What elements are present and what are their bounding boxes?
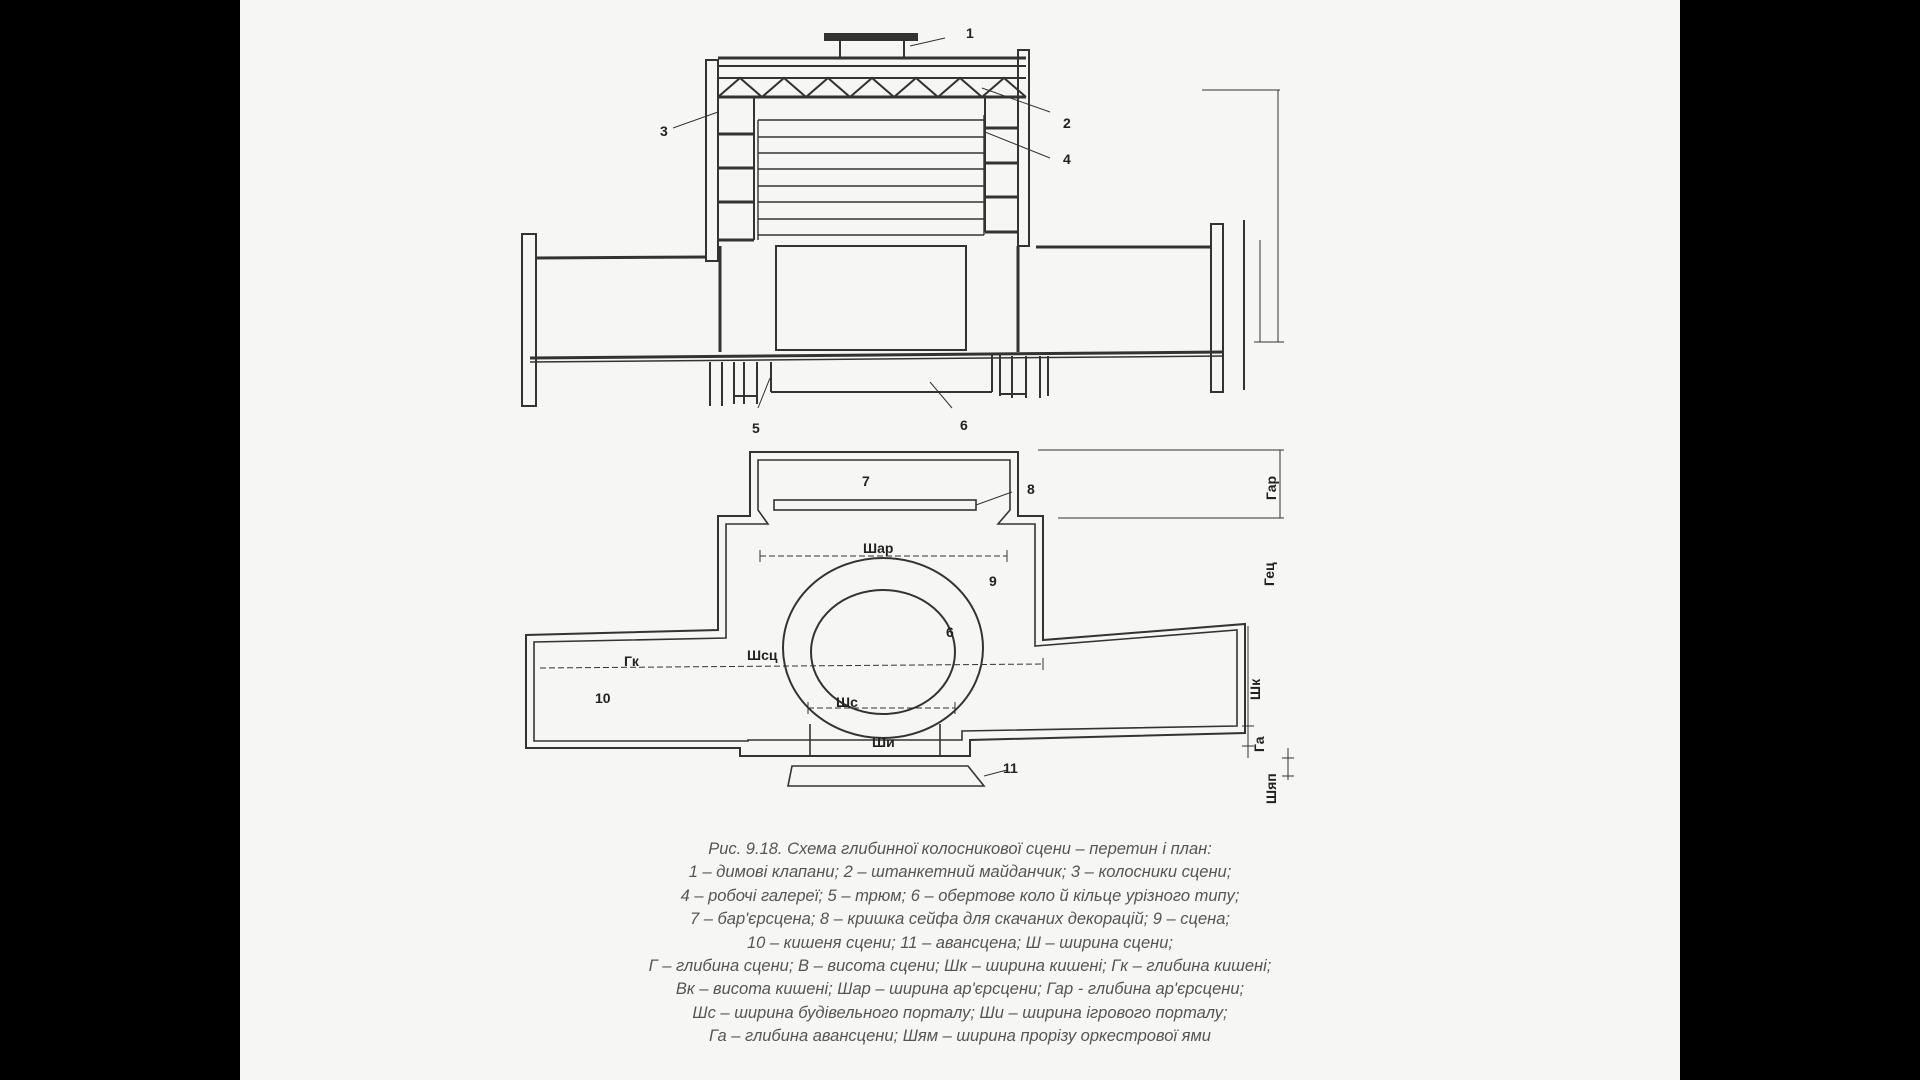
label-11: 11 — [1003, 760, 1018, 776]
label-shyap: Шяп — [1263, 773, 1279, 804]
label-2: 2 — [1063, 115, 1071, 131]
label-10: 10 — [595, 690, 611, 706]
trap-room — [710, 354, 1048, 406]
label-4: 4 — [1063, 151, 1071, 167]
smoke-valve-shape — [825, 34, 917, 40]
label-gk: Гк — [624, 653, 639, 669]
forestage-shape — [788, 766, 984, 786]
label-shs: Шс — [836, 694, 858, 710]
label-ga: Га — [1251, 736, 1267, 752]
revolving-ring-outer — [783, 558, 983, 738]
label-6: 6 — [960, 417, 968, 433]
caption-line-5: 10 – кишеня сцени; 11 – авансцена; Ш – ширина сцени; — [746, 933, 1174, 952]
label-shy: Ши — [872, 734, 895, 750]
section-view — [522, 34, 1284, 408]
figure-caption — [240, 838, 1680, 1049]
label-shar: Шар — [863, 540, 894, 556]
grid-lines — [758, 115, 984, 240]
label-6-plan: 6 — [946, 624, 954, 640]
caption-line-4: 7 – бар'єрсцена; 8 – кришка сейфа для скачаних декорацій; 9 – сцена; — [689, 910, 1231, 929]
label-gar: Гар — [1263, 475, 1279, 500]
label-9: 9 — [989, 573, 997, 589]
stage-pockets-section — [522, 220, 1244, 406]
plan-outline-outer — [526, 452, 1245, 756]
caption-line-7: Вк – висота кишені; Шар – ширина ар'єрсцени; Гар - глибина ар'єрсцени; — [675, 980, 1245, 999]
caption-line-8: Шс – ширина будівельного порталу; Ши – ширина ігрового порталу; — [692, 1003, 1228, 1022]
caption-line-1: Рис. 9.18. Схема глибинної колосникової сцени – перетин і план: — [708, 840, 1212, 858]
label-7: 7 — [862, 473, 870, 489]
caption-line-9: Га – глибина авансцени; Шям – ширина прорізу оркестрової ями — [709, 1027, 1211, 1046]
revolving-circle-inner — [811, 590, 955, 714]
grid-truss — [718, 58, 1026, 97]
plan-outline-inner — [534, 460, 1237, 741]
label-gec: Гец — [1261, 562, 1277, 586]
label-5: 5 — [752, 420, 760, 436]
caption-line-2: 1 – димові клапани; 2 – штанкетний майданчик; 3 – колосники сцени; — [688, 863, 1232, 882]
label-3: 3 — [660, 123, 668, 139]
label-shk: Шк — [1247, 678, 1263, 700]
label-shsc: Шсц — [747, 647, 778, 663]
plan-side-dimension-lines — [1038, 450, 1294, 780]
label-1: 1 — [966, 25, 974, 41]
stage-scheme-drawing — [240, 0, 1680, 840]
caption-line-6: Г – глибина сцени; В – висота сцени; Шк – ширина кишені; Гк – глибина кишені; — [648, 957, 1272, 976]
caption-line-3: 4 – робочі галереї; 5 – трюм; 6 – обертове коло й кільце урізного типу; — [680, 886, 1240, 905]
label-8: 8 — [1027, 481, 1035, 497]
dimension-labels — [1247, 476, 1279, 804]
page-sheet — [240, 0, 1680, 1080]
plan-view — [526, 450, 1294, 786]
